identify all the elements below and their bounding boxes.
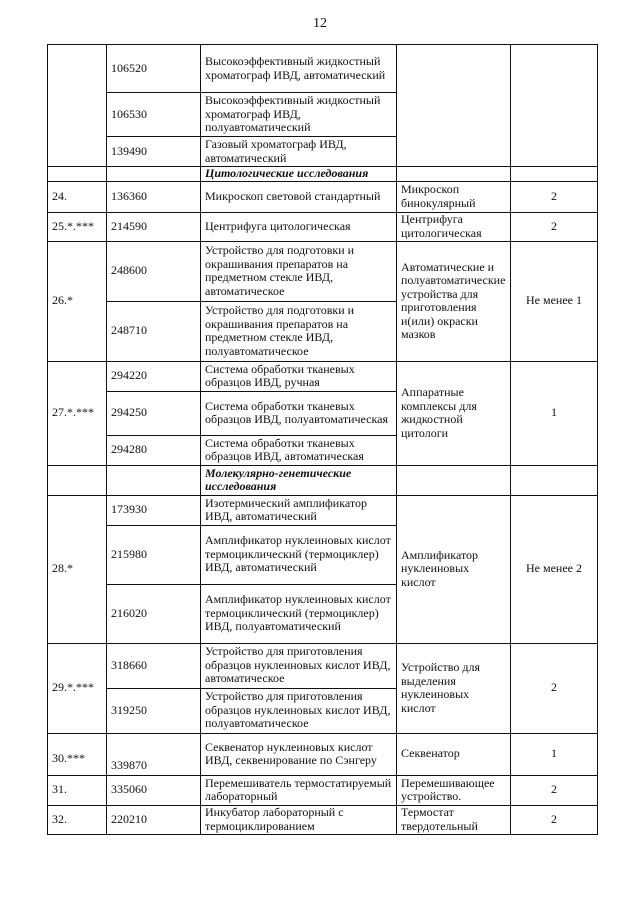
qty-cell: Не менее 1: [511, 241, 598, 361]
name-cell: Устройство для приготовления образцов нуклеиновых кислот ИВД, полуавтоматическое: [201, 688, 397, 733]
code-cell: 106530: [107, 93, 201, 137]
page-number: 12: [313, 16, 327, 31]
code-cell: 248600: [107, 241, 201, 301]
code-cell: 220210: [107, 805, 201, 834]
qty-cell: 1: [511, 361, 598, 465]
num-cell: 26.*: [48, 241, 107, 361]
num-cell: 25.*.***: [48, 212, 107, 241]
table-row: [48, 643, 598, 688]
section-row: [48, 167, 598, 182]
equipment-table: [47, 44, 598, 835]
name-cell: Изотермический амплификатор ИВД, автоматический: [201, 495, 397, 525]
name-cell: Газовый хроматограф ИВД, автоматический: [201, 137, 397, 167]
name-cell: Система обработки тканевых образцов ИВД, ручная: [201, 361, 397, 391]
name-cell: Устройство для приготовления образцов нуклеиновых кислот ИВД, автоматическое: [201, 643, 397, 688]
code-cell: 294250: [107, 391, 201, 435]
qty-cell: 2: [511, 212, 598, 241]
equip-cell: Устройство для выделения нуклеиновых кислот: [397, 643, 511, 733]
num-cell: [48, 45, 107, 167]
name-cell: Высокоэффективный жидкостный хроматограф ИВД, полуавтоматический: [201, 93, 397, 137]
code-cell: 215980: [107, 525, 201, 584]
name-cell: Амплификатор нуклеиновых кислот термоциклический (термоциклер) ИВД, полуавтоматический: [201, 584, 397, 643]
name-cell: Устройство для подготовки и окрашивания препаратов на предметном стекле ИВД, автоматическое: [201, 241, 397, 301]
table-row: [48, 212, 598, 241]
num-cell: 28.*: [48, 495, 107, 643]
qty-cell: 2: [511, 805, 598, 834]
equip-cell: Аппаратные комплексы для жидкостной цитологи: [397, 361, 511, 465]
code-cell: 294280: [107, 435, 201, 465]
section-title: Цитологические исследования: [201, 167, 397, 182]
code-cell: 294220: [107, 361, 201, 391]
name-cell: Высокоэффективный жидкостный хроматограф ИВД, автоматический: [201, 45, 397, 93]
qty-cell: Не менее 2: [511, 495, 598, 643]
num-cell: 27.*.***: [48, 361, 107, 465]
section-title: Молекулярно-генетические исследования: [201, 465, 397, 495]
name-cell: Перемешиватель термостатируемый лабораторный: [201, 775, 397, 805]
code-cell: 318660: [107, 643, 201, 688]
equip-cell: Микроскоп бинокулярный: [397, 181, 511, 212]
table-row: [48, 181, 598, 212]
section-row: [48, 465, 598, 495]
equip-cell: Центрифуга цитологическая: [397, 212, 511, 241]
qty-cell: [511, 45, 598, 167]
code-cell: 214590: [107, 212, 201, 241]
equip-cell: Перемешивающее устройство.: [397, 775, 511, 805]
code-cell: 248710: [107, 301, 201, 361]
name-cell: Устройство для подготовки и окрашивания препаратов на предметном стекле ИВД, полуавтоматическое: [201, 301, 397, 361]
name-cell: Секвенатор нуклеиновых кислот ИВД, секвенирование по Сэнгеру: [201, 733, 397, 775]
name-cell: Система обработки тканевых образцов ИВД, полуавтоматическая: [201, 391, 397, 435]
qty-cell: 2: [511, 181, 598, 212]
table-row: [48, 775, 598, 805]
qty-cell: 1: [511, 733, 598, 775]
code-cell: 319250: [107, 688, 201, 733]
num-cell: 29.*.***: [48, 643, 107, 733]
table-row: [48, 361, 598, 391]
num-cell: 32.: [48, 805, 107, 834]
table-row: [48, 805, 598, 834]
qty-cell: 2: [511, 775, 598, 805]
equip-cell: Секвенатор: [397, 733, 511, 775]
code-cell: 335060: [107, 775, 201, 805]
name-cell: Микроскоп световой стандартный: [201, 181, 397, 212]
name-cell: Система обработки тканевых образцов ИВД, автоматическая: [201, 435, 397, 465]
code-cell: 136360: [107, 181, 201, 212]
qty-cell: 2: [511, 643, 598, 733]
name-cell: Центрифуга цитологическая: [201, 212, 397, 241]
table-row: [48, 495, 598, 525]
num-cell: 30.***: [48, 733, 107, 775]
equip-cell: [397, 45, 511, 167]
code-cell: 139490: [107, 137, 201, 167]
code-cell: 339870: [107, 733, 201, 775]
code-cell: 216020: [107, 584, 201, 643]
table-row: [48, 733, 598, 775]
name-cell: Амплификатор нуклеиновых кислот термоциклический (термоциклер) ИВД, автоматический: [201, 525, 397, 584]
code-cell: 173930: [107, 495, 201, 525]
equip-cell: Амплификатор нуклеиновых кислот: [397, 495, 511, 643]
equip-cell: Автоматические и полуавтоматические устройства для приготовления и(или) окраски мазков: [397, 241, 511, 361]
table-row: [48, 45, 598, 93]
name-cell: Инкубатор лабораторный с термоциклированием: [201, 805, 397, 834]
num-cell: 31.: [48, 775, 107, 805]
code-cell: 106520: [107, 45, 201, 93]
table-row: [48, 241, 598, 301]
num-cell: 24.: [48, 181, 107, 212]
equip-cell: Термостат твердотельный: [397, 805, 511, 834]
